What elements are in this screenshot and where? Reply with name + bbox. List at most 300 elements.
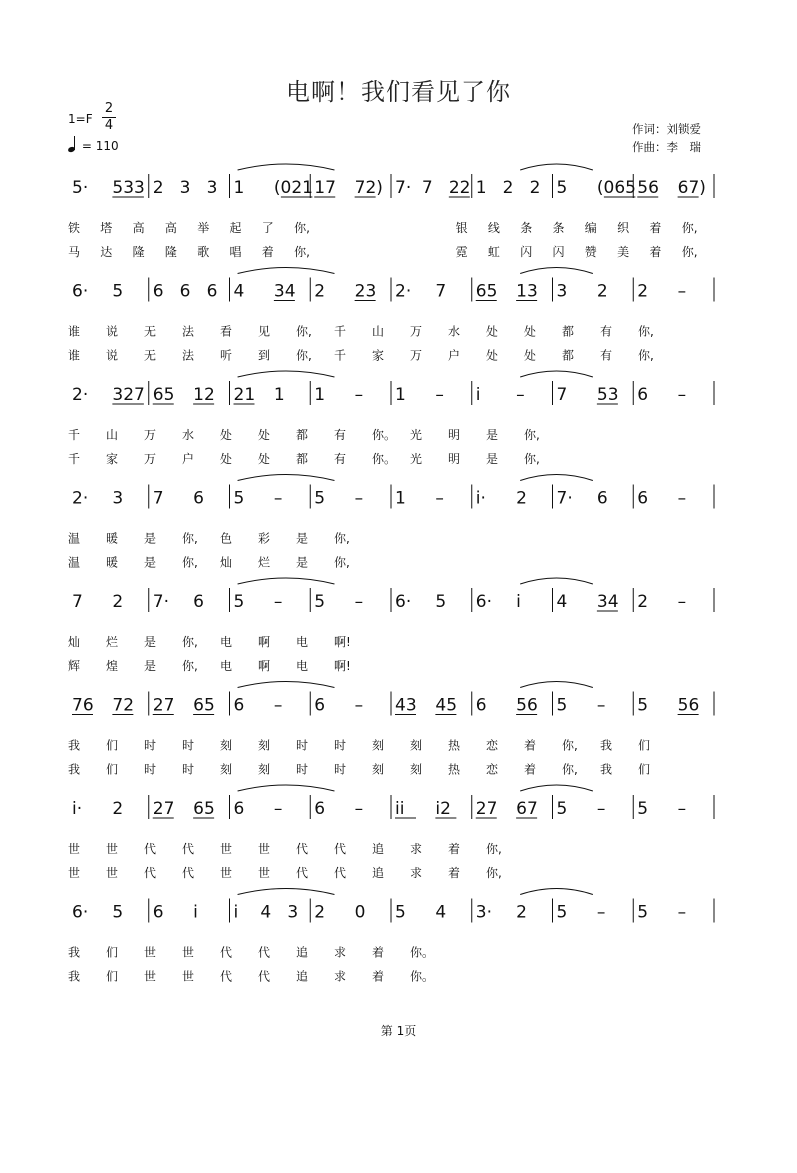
note-group: 2 bbox=[112, 592, 124, 612]
lyric-char: 是 bbox=[296, 531, 309, 546]
lyric-char: 看 bbox=[220, 324, 233, 339]
note-group: 65 bbox=[193, 799, 215, 819]
note-group: – bbox=[596, 902, 606, 923]
lyric-char: 追 bbox=[296, 969, 309, 984]
lyric-char: 了 bbox=[261, 221, 274, 235]
lyric-char: 水 bbox=[182, 428, 195, 442]
lyric-char: 辉 bbox=[68, 659, 81, 673]
time-signature-bottom: 4 bbox=[104, 118, 114, 133]
note-group: – bbox=[677, 592, 687, 612]
lyric-char: 们 bbox=[106, 969, 119, 984]
note-group: ii bbox=[395, 799, 405, 819]
slur bbox=[238, 164, 335, 170]
lyric-char: 隆 bbox=[132, 245, 145, 259]
lyric-char: 家 bbox=[106, 452, 119, 466]
lyric-char: 代 bbox=[144, 842, 157, 856]
note-group: 6 bbox=[637, 488, 649, 509]
lyric-char: 时 bbox=[182, 738, 195, 753]
tempo-value: = 110 bbox=[81, 139, 119, 153]
note-group: 1 bbox=[314, 385, 326, 405]
note-group: 27 bbox=[152, 695, 175, 716]
lyric-char: 刻 bbox=[372, 762, 385, 777]
slur bbox=[520, 371, 593, 377]
note-group: 2 bbox=[637, 592, 649, 612]
note-group: 7 bbox=[72, 592, 83, 612]
lyric-char: 都 bbox=[296, 428, 309, 442]
lyric-char: 银 bbox=[455, 221, 468, 235]
note-group: 5 bbox=[314, 488, 326, 509]
lyric-char: 刻 bbox=[220, 762, 233, 777]
lyric-char: 万 bbox=[144, 428, 157, 442]
note-group: 6· bbox=[395, 592, 412, 612]
lyric-char: 家 bbox=[372, 348, 385, 363]
lyric-char: 电 bbox=[220, 659, 233, 673]
lyric-char: 马 bbox=[68, 245, 81, 259]
lyric-char: 时 bbox=[296, 762, 309, 777]
lyric-char: 煌 bbox=[106, 659, 119, 673]
note-group: i bbox=[193, 902, 198, 923]
lyric-char: 着 bbox=[649, 221, 662, 235]
lyric-char: 你, bbox=[638, 324, 654, 339]
lyric-char: 啊! bbox=[334, 635, 351, 649]
note-group: 4 bbox=[233, 281, 245, 302]
lyric-char: 追 bbox=[372, 842, 385, 856]
lyric-char: 恋 bbox=[486, 738, 499, 753]
lyric-char: 有 bbox=[600, 324, 613, 339]
lyric-char: 歌 bbox=[197, 245, 210, 259]
note-group: 65 bbox=[152, 385, 175, 405]
slur bbox=[520, 475, 593, 481]
slur bbox=[238, 268, 335, 274]
lyric-char: 听 bbox=[220, 348, 233, 363]
lyric-char: 刻 bbox=[410, 738, 423, 753]
slur bbox=[238, 785, 335, 791]
note-group: 2 bbox=[314, 902, 326, 923]
lyric-char: 烂 bbox=[258, 555, 271, 570]
note-group: i2 bbox=[435, 799, 451, 819]
note-group: 5· bbox=[72, 178, 89, 198]
lyric-char: 到 bbox=[258, 348, 271, 363]
lyric-char: 刻 bbox=[410, 762, 423, 777]
lyric-char: 你, bbox=[182, 531, 198, 546]
note-group: 76 bbox=[72, 695, 94, 716]
lyric-char: 我 bbox=[68, 738, 81, 753]
note-group: 43 bbox=[395, 695, 417, 716]
lyric-char: 着 bbox=[649, 245, 662, 259]
note-group: 6· bbox=[475, 592, 492, 612]
lyric-char: 求 bbox=[410, 842, 423, 856]
lyric-char: 万 bbox=[410, 324, 423, 339]
lyric-char: 们 bbox=[106, 945, 119, 960]
lyric-char: 见 bbox=[258, 324, 271, 339]
note-group: 3 bbox=[556, 281, 568, 302]
lyric-char: 着 bbox=[448, 842, 461, 856]
lyric-char: 千 bbox=[334, 324, 347, 339]
note-group: 2 bbox=[314, 281, 326, 302]
lyric-char: 你, bbox=[486, 842, 502, 856]
slur bbox=[520, 268, 593, 274]
note-group: 5 bbox=[637, 695, 649, 716]
note-group: 72 bbox=[112, 695, 135, 716]
note-group: 6 bbox=[152, 902, 164, 923]
lyric-char: 谁 bbox=[68, 324, 81, 339]
lyric-char: 代 bbox=[334, 842, 347, 856]
page-number: 第 1页 bbox=[380, 1024, 417, 1038]
lyric-char: 代 bbox=[334, 866, 347, 880]
note-group: 56 bbox=[637, 178, 659, 198]
lyric-char: 我 bbox=[68, 969, 81, 984]
lyric-char: 织 bbox=[617, 221, 630, 235]
note-group: 7· bbox=[152, 592, 169, 612]
lyric-char: 暖 bbox=[106, 555, 119, 570]
note-group: i bbox=[516, 592, 521, 612]
lyric-char: 闪 bbox=[552, 245, 565, 259]
lyric-char: 户 bbox=[182, 452, 195, 466]
lyric-char: 条 bbox=[552, 221, 565, 235]
note-group: 3 bbox=[179, 178, 191, 198]
lyric-char: 们 bbox=[106, 762, 119, 777]
note-group: 72) bbox=[354, 178, 383, 198]
lyric-char: 法 bbox=[182, 324, 195, 339]
lyric-char: 万 bbox=[410, 348, 423, 363]
lyric-char: 世 bbox=[220, 842, 233, 856]
lyric-char: 举 bbox=[197, 221, 210, 235]
lyric-char: 山 bbox=[106, 428, 119, 442]
lyric-char: 是 bbox=[144, 555, 157, 570]
lyric-char: 温 bbox=[68, 531, 81, 546]
note-group: 5 bbox=[435, 592, 447, 612]
lyric-char: 你, bbox=[562, 762, 578, 777]
note-group: 5 bbox=[556, 799, 568, 819]
slur bbox=[520, 682, 593, 688]
lyric-char: 代 bbox=[182, 842, 195, 856]
note-group: 12 bbox=[193, 385, 215, 405]
note-group: 6 bbox=[314, 695, 326, 716]
lyric-char: 求 bbox=[334, 969, 347, 984]
lyric-char: 世 bbox=[68, 842, 81, 856]
lyric-char: 无 bbox=[144, 348, 157, 363]
note-group: 17 bbox=[314, 178, 336, 198]
note-group: 6 bbox=[475, 695, 487, 716]
note-group: 1 bbox=[395, 385, 406, 405]
note-group: 2 bbox=[529, 178, 541, 198]
lyric-char: 千 bbox=[68, 428, 81, 442]
note-group: i· bbox=[475, 488, 486, 509]
lyric-char: 烂 bbox=[106, 635, 119, 649]
note-group: 2 bbox=[596, 281, 608, 302]
lyric-char: 色 bbox=[220, 531, 233, 546]
note-group: (065 bbox=[596, 178, 636, 198]
note-group: 2 bbox=[516, 902, 527, 923]
note-group: – bbox=[677, 799, 687, 819]
note-group: – bbox=[677, 488, 687, 509]
lyric-char: 我 bbox=[68, 762, 81, 777]
lyric-char: 处 bbox=[258, 428, 271, 442]
lyric-char: 线 bbox=[487, 221, 500, 235]
lyric-char: 着 bbox=[448, 866, 461, 880]
time-signature-top: 2 bbox=[104, 101, 114, 116]
note-group: 6 bbox=[596, 488, 608, 509]
lyric-char: 你。 bbox=[410, 969, 435, 984]
note-group: 6· bbox=[72, 902, 89, 923]
lyric-char: 处 bbox=[486, 324, 499, 339]
lyric-char: 处 bbox=[258, 452, 271, 466]
note-group: 6 bbox=[152, 281, 164, 302]
lyric-char: 世 bbox=[106, 842, 119, 856]
note-group: i bbox=[233, 902, 239, 923]
lyric-char: 刻 bbox=[372, 738, 385, 753]
note-group: – bbox=[273, 488, 283, 509]
note-group: 13 bbox=[516, 281, 538, 302]
lyric-char: 你, bbox=[296, 324, 312, 339]
lyric-char: 灿 bbox=[68, 635, 81, 649]
slur bbox=[520, 785, 593, 791]
lyric-char: 你。 bbox=[410, 945, 435, 960]
lyric-char: 光 bbox=[410, 452, 423, 466]
note-group: – bbox=[677, 385, 687, 405]
lyric-char: 是 bbox=[486, 428, 499, 442]
lyric-char: 我 bbox=[600, 738, 613, 753]
note-group: 1 bbox=[233, 178, 245, 198]
note-group: 5 bbox=[637, 799, 649, 819]
lyric-char: 处 bbox=[220, 452, 233, 466]
lyric-char: 热 bbox=[448, 762, 461, 777]
lyric-char: 着 bbox=[372, 969, 385, 984]
note-group: 7 bbox=[435, 281, 447, 302]
note-group: 1 bbox=[475, 178, 487, 198]
lyric-char: 你, bbox=[638, 348, 654, 363]
lyric-char: 代 bbox=[220, 945, 233, 960]
lyric-char: 代 bbox=[144, 866, 157, 880]
note-group: 7 bbox=[152, 488, 164, 509]
lyric-char: 有 bbox=[600, 348, 613, 363]
lyric-char: 着 bbox=[261, 245, 274, 259]
lyric-char: 有 bbox=[334, 452, 347, 466]
note-group: 2 bbox=[502, 178, 514, 198]
slur bbox=[238, 578, 335, 584]
lyric-char: 你, bbox=[334, 555, 350, 570]
lyric-char: 达 bbox=[100, 245, 113, 259]
note-group: – bbox=[273, 592, 283, 612]
note-group: 6 bbox=[206, 281, 218, 302]
slur bbox=[238, 682, 335, 688]
lyric-char: 世 bbox=[220, 866, 233, 880]
lyric-char: 山 bbox=[372, 324, 385, 339]
lyric-char: 电 bbox=[296, 635, 309, 649]
lyric-char: 你, bbox=[562, 738, 578, 753]
note-group: 7· bbox=[395, 178, 412, 198]
lyric-char: 代 bbox=[220, 969, 233, 984]
lyric-char: 处 bbox=[220, 428, 233, 442]
note-group: 5 bbox=[556, 178, 568, 198]
note-group: 2 bbox=[637, 281, 649, 302]
lyric-char: 代 bbox=[182, 866, 195, 880]
note-group: 2 bbox=[152, 178, 164, 198]
note-group: 67) bbox=[677, 178, 706, 198]
lyric-char: 水 bbox=[448, 324, 461, 339]
lyric-char: 时 bbox=[144, 762, 157, 777]
lyric-char: 你, bbox=[294, 221, 310, 235]
note-group: – bbox=[435, 488, 444, 509]
slur bbox=[238, 475, 335, 481]
lyric-char: 热 bbox=[448, 738, 461, 753]
key-signature: 1=F bbox=[68, 112, 93, 126]
lyric-char: 温 bbox=[68, 555, 81, 570]
lyric-char: 代 bbox=[296, 842, 309, 856]
note-group: 2 bbox=[516, 488, 527, 509]
note-group: 5 bbox=[233, 592, 245, 612]
lyric-char: 求 bbox=[334, 945, 347, 960]
note-group: – bbox=[273, 799, 283, 819]
note-group: 7 bbox=[421, 178, 433, 198]
lyric-char: 世 bbox=[258, 842, 271, 856]
lyric-char: 塔 bbox=[100, 221, 113, 235]
lyric-char: 们 bbox=[638, 738, 651, 753]
lyric-char: 你。 bbox=[372, 428, 397, 442]
lyric-char: 你, bbox=[681, 245, 698, 259]
note-group: 27 bbox=[152, 799, 175, 819]
slur bbox=[520, 578, 593, 584]
note-group: 5 bbox=[314, 592, 326, 612]
lyric-char: 刻 bbox=[258, 762, 271, 777]
lyric-char: 隆 bbox=[164, 245, 177, 259]
note-group: – bbox=[596, 695, 606, 716]
note-group: 5 bbox=[637, 902, 649, 923]
lyric-char: 你, bbox=[182, 555, 198, 570]
note-group: 2· bbox=[72, 385, 89, 405]
lyric-char: 时 bbox=[296, 738, 309, 753]
lyric-char: 谁 bbox=[68, 348, 81, 363]
note-group: 3 bbox=[112, 488, 124, 509]
note-group: 3· bbox=[475, 902, 492, 923]
note-group: 5 bbox=[395, 902, 406, 923]
lyric-char: 都 bbox=[562, 348, 575, 363]
lyric-char: 编 bbox=[584, 221, 597, 235]
lyric-char: 暖 bbox=[106, 531, 119, 546]
note-group: 5 bbox=[112, 281, 124, 302]
lyric-char: 高 bbox=[164, 221, 177, 235]
note-group: 5 bbox=[233, 488, 245, 509]
note-group: 53 bbox=[596, 385, 619, 405]
lyric-char: 处 bbox=[486, 348, 499, 363]
lyric-char: 条 bbox=[520, 221, 533, 235]
lyric-char: 是 bbox=[144, 635, 157, 649]
note-group: 2· bbox=[72, 488, 89, 509]
lyric-char: 唱 bbox=[229, 245, 242, 259]
lyric-char: 是 bbox=[144, 659, 157, 673]
note-group: 6 bbox=[314, 799, 326, 819]
lyric-char: 电 bbox=[220, 635, 233, 649]
lyric-char: 世 bbox=[144, 969, 157, 984]
note-group: 22 bbox=[448, 178, 471, 198]
lyric-char: 求 bbox=[410, 866, 423, 880]
lyric-char: 们 bbox=[638, 762, 651, 777]
lyric-char: 有 bbox=[334, 428, 347, 442]
lyric-char: 刻 bbox=[258, 738, 271, 753]
slur bbox=[238, 371, 335, 377]
lyric-char: 光 bbox=[410, 428, 423, 442]
lyric-char: 都 bbox=[296, 452, 309, 466]
note-group: 65 bbox=[193, 695, 215, 716]
lyric-char: 千 bbox=[334, 348, 347, 363]
lyric-char: 着 bbox=[524, 738, 537, 753]
note-group: i· bbox=[72, 799, 83, 819]
lyric-char: 你, bbox=[182, 659, 198, 673]
note-group: 5 bbox=[112, 902, 124, 923]
lyric-char: 追 bbox=[372, 866, 385, 880]
lyric-char: 是 bbox=[486, 452, 499, 466]
note-group: 4 bbox=[260, 902, 272, 923]
note-group: – bbox=[354, 799, 364, 819]
note-group: – bbox=[677, 281, 687, 302]
lyric-char: 世 bbox=[68, 866, 81, 880]
lyric-char: 时 bbox=[144, 738, 157, 753]
lyric-char: 你, bbox=[296, 348, 312, 363]
lyric-char: 霓 bbox=[455, 245, 468, 259]
lyric-char: 刻 bbox=[220, 738, 233, 753]
song-title: 电啊！我们看见了你 bbox=[286, 78, 511, 106]
lyric-char: 法 bbox=[182, 348, 195, 363]
lyric-char: 你。 bbox=[372, 452, 397, 466]
lyric-char: 万 bbox=[144, 452, 157, 466]
note-group: (021 bbox=[273, 178, 313, 198]
note-group: 34 bbox=[596, 592, 619, 612]
lyric-char: 闪 bbox=[520, 245, 533, 259]
note-group: 3 bbox=[206, 178, 218, 198]
lyric-char: 说 bbox=[106, 324, 119, 339]
lyric-char: 你, bbox=[486, 866, 502, 880]
lyric-char: 处 bbox=[524, 348, 537, 363]
note-group: 4 bbox=[435, 902, 447, 923]
lyric-char: 们 bbox=[106, 738, 119, 753]
note-group: 45 bbox=[435, 695, 458, 716]
lyric-char: 着 bbox=[524, 762, 537, 777]
lyricist: 作词：刘锁爱 bbox=[632, 122, 701, 136]
lyric-char: 美 bbox=[617, 245, 630, 259]
lyric-char: 处 bbox=[524, 324, 537, 339]
lyric-char: 你, bbox=[294, 245, 310, 259]
note-group: 1 bbox=[395, 488, 406, 509]
lyric-char: 明 bbox=[448, 452, 461, 466]
lyric-char: 你, bbox=[334, 531, 350, 546]
lyric-char: 世 bbox=[144, 945, 157, 960]
note-group: 7 bbox=[556, 385, 568, 405]
note-group: 7· bbox=[556, 488, 573, 509]
note-group: 5 bbox=[556, 695, 568, 716]
lyric-char: 啊 bbox=[258, 635, 271, 649]
lyric-char: 说 bbox=[106, 348, 119, 363]
lyric-char: 虹 bbox=[487, 245, 500, 259]
lyric-char: 我 bbox=[68, 945, 81, 960]
lyric-char: 你, bbox=[182, 635, 198, 649]
slur bbox=[520, 889, 593, 895]
lyric-char: 彩 bbox=[258, 531, 271, 546]
note-group: 0 bbox=[354, 902, 366, 923]
note-group: 5 bbox=[556, 902, 568, 923]
note-group: 27 bbox=[475, 799, 498, 819]
lyric-char: 户 bbox=[448, 348, 461, 363]
lyric-char: 电 bbox=[296, 659, 309, 673]
lyric-char: 着 bbox=[372, 945, 385, 960]
note-group: – bbox=[435, 385, 444, 405]
note-group: 6 bbox=[637, 385, 649, 405]
lyric-char: 铁 bbox=[68, 221, 81, 235]
note-group: i bbox=[475, 385, 481, 405]
lyric-char: 时 bbox=[334, 738, 347, 753]
lyric-char: 起 bbox=[229, 221, 242, 235]
note-group: 1 bbox=[273, 385, 285, 405]
note-group: 2 bbox=[112, 799, 124, 819]
